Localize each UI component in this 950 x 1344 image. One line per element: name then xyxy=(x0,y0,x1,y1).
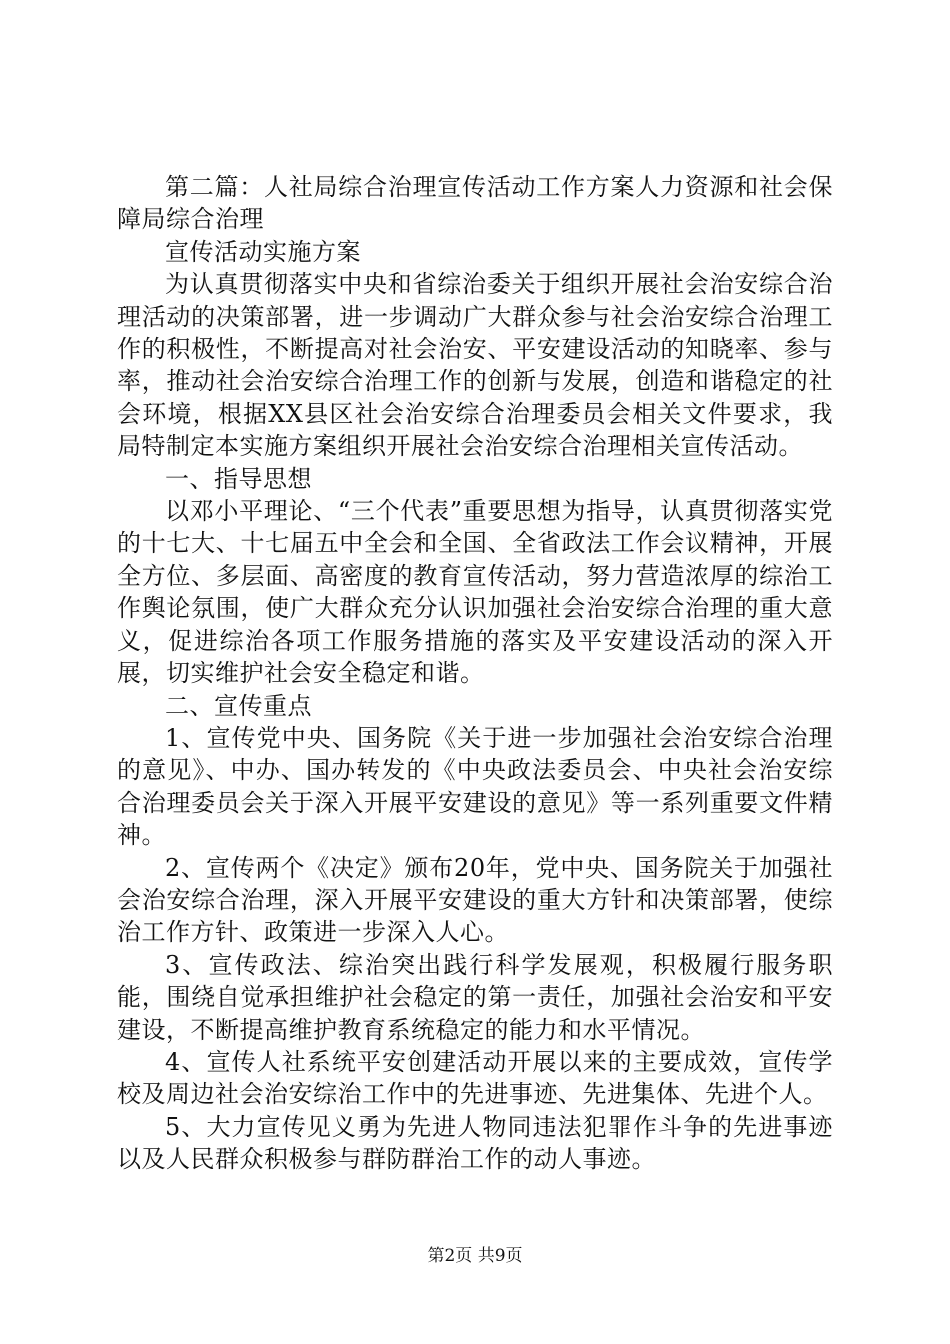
page-number-footer: 第2页 共9页 xyxy=(427,1246,523,1266)
section-heading-guiding-ideology: 一、指导思想 xyxy=(165,464,312,493)
intro-paragraph: 为认真贯彻落实中央和省综治委关于组织开展社会治安综合治理活动的决策部署，进一步调动广大群众参与社会治安综合治理工作的积极性，不断提高对社会治安、平安建设活动的知晓率、参与率，推动社会治安综合治理工作的创新与发展，创造和谐稳定的社会环境，根据XX县区社会治安综合治理委员会相关文件要求，我局特制定本实施方案组织开展社会治安综合治理相关宣传活动。 xyxy=(117,270,833,461)
document-body xyxy=(117,171,833,1176)
publicity-item-1: 1、宣传党中央、国务院《关于进一步加强社会治安综合治理的意见》、中办、国办转发的《中央政法委员会、中央社会治安综合治理委员会关于深入开展平安建设的意见》等一系列重要文件精神。 xyxy=(117,723,833,850)
publicity-item-4: 4、宣传人社系统平安创建活动开展以来的主要成效，宣传学校及周边社会治安综治工作中的先进事迹、先进集体、先进个人。 xyxy=(117,1047,833,1109)
publicity-item-5: 5、大力宣传见义勇为先进人物同违法犯罪作斗争的先进事迹以及人民群众积极参与群防群治工作的动人事迹。 xyxy=(117,1112,833,1174)
publicity-item-3: 3、宣传政法、综治突出践行科学发展观，积极履行服务职能，围绕自觉承担维护社会稳定的第一责任，加强社会治安和平安建设，不断提高维护教育系统稳定的能力和水平情况。 xyxy=(117,950,833,1044)
document-subtitle: 宣传活动实施方案 xyxy=(165,237,361,266)
document-title: 第二篇：人社局综合治理宣传活动工作方案人力资源和社会保障局综合治理 xyxy=(117,173,833,234)
section-heading-publicity-focus: 二、宣传重点 xyxy=(165,691,312,720)
publicity-item-2: 2、宣传两个《决定》颁布20年，党中央、国务院关于加强社会治安综合治理，深入开展平安建设的重大方针和决策部署，使综治工作方针、政策进一步深入人心。 xyxy=(117,853,833,947)
guiding-ideology-paragraph: 以邓小平理论、“三个代表”重要思想为指导，认真贯彻落实党的十七大、十七届五中全会和全国、全省政法工作会议精神，开展全方位、多层面、高密度的教育宣传活动，努力营造浓厚的综治工作舆论氛围，使广大群众充分认识加强社会治安综合治理的重大意义，促进综治各项工作服务措施的落实及平安建设活动的深入开展，切实维护社会安全稳定和谐。 xyxy=(117,497,833,688)
